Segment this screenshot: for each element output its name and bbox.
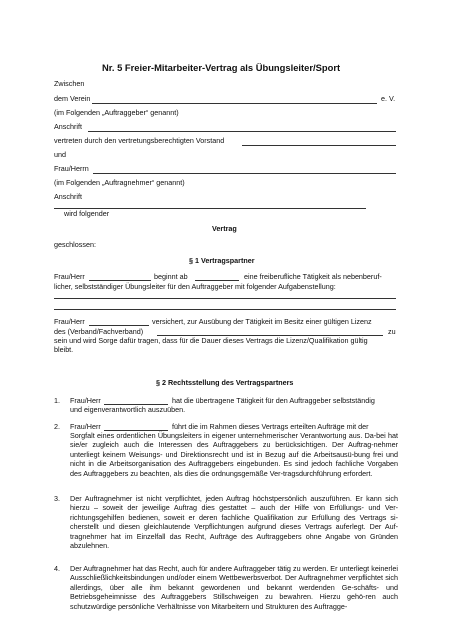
s2-item-2-frau-herr: Frau/Herr: [70, 422, 101, 431]
verein-name-line: [92, 103, 377, 104]
s2-item-4-number: 4.: [54, 564, 60, 573]
s1-p1-line2: licher, selbstständiger Übungsleiter für den Auftraggeber mit folgender Aufgabenstellung:: [54, 282, 336, 291]
dem-verein-label: dem Verein: [54, 94, 91, 103]
s1-p2-zu: zu: [388, 327, 396, 336]
s2-item-1-line1-rest: hat die übertragene Tätigkeit für den Auftraggeber selbstständig: [172, 396, 375, 405]
vertreten-label: vertreten durch den vertretungsberechtigten Vorstand: [54, 136, 225, 145]
s1-aufgaben-line-2: [54, 309, 396, 310]
s2-item-2-number: 2.: [54, 422, 60, 431]
s2-item-1-frau-herr: Frau/Herr: [70, 396, 101, 405]
s2-item-2-line1-rest: führt die im Rahmen dieses Vertrags erteilten Aufträge mit der: [172, 422, 369, 431]
s1-p2-verband-label: des (Verband/Fachverband): [54, 327, 144, 336]
s2-item-2-rest: Sorgfalt eines ordentlichen Übungsleiters in eigener unternehmerischer Verantwortung aus. Da-bei hat sie/er zugleich auch die Interessen des Auftraggebers zu berücksichtigen. Der Auftrag-nehmer unterliegt keinem Weisungs- und Direktionsrecht und ist in Bezug auf die Arbeitsausü-bung frei und nicht in die Arbeitsorganisation des Auftraggebers eingebunden. Es sind jedoch fachliche Vorgaben des Auftraggebers zu beachten, als dies die ordnungsgemäße Ver-tragsdurchführung erfordert.: [70, 431, 398, 478]
s2-item-4-text: Der Auftragnehmer hat das Recht, auch für andere Auftraggeber tätig zu werden. Er unterliegt keinerlei Ausschließlichkeitsbindungen und/oder einem Wettbewerbsverbot. Der Auftragnehmer verpflichtet sich allerdings, über alle ihm bekannt gewordenen und bekannt werdenden Ge-schäfts- und Betriebsgeheimnisse des Auftraggebers Stillschweigen zu bewahren. Hierzu gehö-ren auch schutzwürdige persönliche Verhältnisse von Mitarbeitern und Strukturen des Auftragge-: [70, 564, 398, 611]
s2-item-1-rest: und eigenverantwortlich auszuüben.: [70, 405, 186, 414]
s1-date-line: [195, 280, 239, 281]
s1-p1-line1-rest: eine freiberufliche Tätigkeit als nebenberuf-: [244, 272, 382, 281]
s2-item-3-number: 3.: [54, 494, 60, 503]
ev-label: e. V.: [381, 94, 396, 103]
vorstand-line: [242, 145, 396, 146]
anschrift-label-2: Anschrift: [54, 192, 82, 201]
geschlossen-label: geschlossen:: [54, 240, 96, 249]
s1-name-line: [89, 280, 151, 281]
vertrag-heading: Vertrag: [212, 224, 237, 233]
s1-aufgaben-line-1: [54, 298, 396, 299]
section-2-heading: § 2 Rechtsstellung des Vertragspartners: [156, 378, 294, 387]
zwischen-label: Zwischen: [54, 79, 85, 88]
s1-p2-frau-herr: Frau/Herr: [54, 317, 85, 326]
anschrift-line-1: [88, 131, 396, 132]
s1-p2-line1-rest: versichert, zur Ausübung der Tätigkeit im Besitz einer gültigen Lizenz: [152, 317, 372, 326]
anschrift-label-1: Anschrift: [54, 122, 82, 131]
auftragnehmer-note: (im Folgenden „Auftragnehmer“ genannt): [54, 178, 185, 187]
wird-folgender-label: wird folgender: [64, 209, 110, 218]
s2-item-3-text: Der Auftragnehmer ist nicht verpflichtet, jeden Auftrag höchstpersönlich auszuführen. Er kann sich hierzu – soweit der jeweilige Auftrag dies gestattet – auch der Hilfe von Erfüllungs- und Ver-richtungsgehilfen bedienen, soweit er deren fachliche Qualifikation zur Erfüllung des Vertrags si-cherstellt und diesen gleichlautende Verpflichtungen aufgrund dieses Vertrags auferlegt. Der Auf-tragnehmer hat im Einzelfall das Recht, Aufträge des Auftraggebers ohne Angabe von Gründen abzulehnen.: [70, 494, 398, 551]
s1-p2-line3: sein und wird Sorge dafür tragen, dass für die Dauer dieses Vertrags die Lizenz/Qualifikation gültig: [54, 336, 368, 345]
auftraggeber-note: (im Folgenden „Auftraggeber“ genannt): [54, 108, 179, 117]
auftragnehmer-name-line: [93, 173, 396, 174]
s1-p2-line4: bleibt.: [54, 345, 74, 354]
und-label: und: [54, 150, 66, 159]
s1-p1-frau-herr: Frau/Herr: [54, 272, 85, 281]
s1-p2-name-line: [89, 325, 149, 326]
section-1-heading: § 1 Vertragspartner: [189, 256, 255, 265]
s2-item-1-number: 1.: [54, 396, 60, 405]
frau-herrn-label: Frau/Herrn: [54, 164, 89, 173]
s1-p1-beginnt-ab: beginnt ab: [154, 272, 188, 281]
document-title: Nr. 5 Freier-Mitarbeiter-Vertrag als Übungsleiter/Sport: [102, 62, 341, 73]
